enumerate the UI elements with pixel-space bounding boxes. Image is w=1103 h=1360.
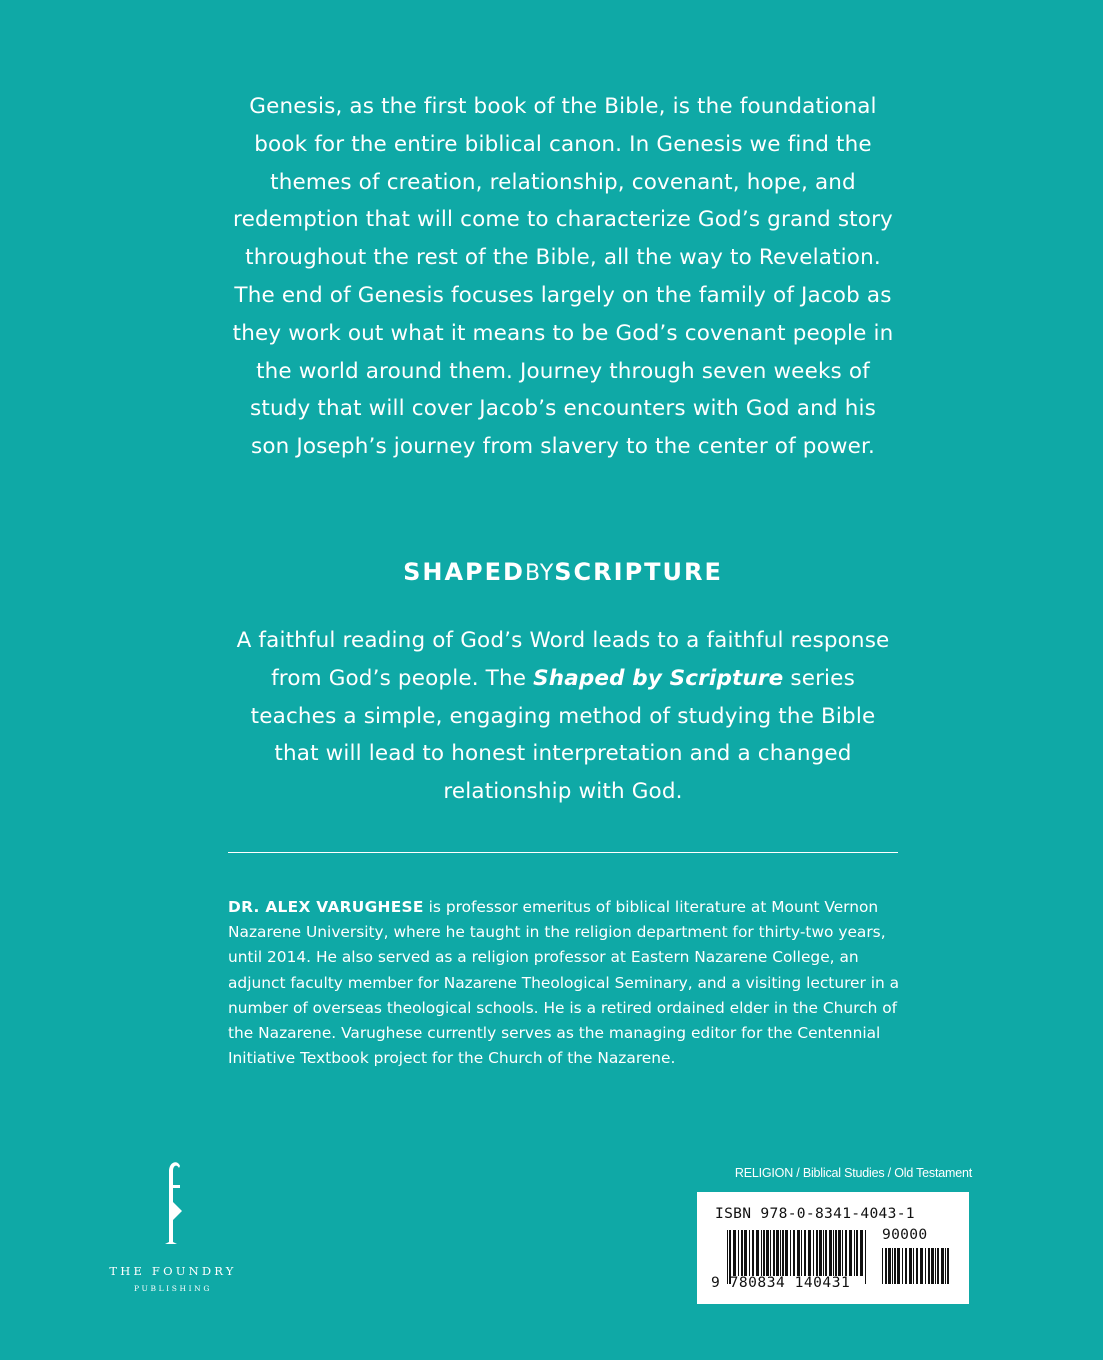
series-title-shaped: SHAPED <box>403 558 525 586</box>
publisher-subtitle: PUBLISHING <box>134 1284 212 1293</box>
author-bio-text: is professor emeritus of biblical literature at Mount Vernon Nazarene University, where he taught in the religion department for thirty-two years, until 2014. He also served as a religion professor at Eastern Nazarene College, an adjunct faculty member for Nazarene Theological Seminary, and a visiting lecturer in a number of overseas theological schools. He is a retired ordained elder in the Church of the Nazarene. Varughese currently serves as the managing editor for the Centennial Initiative Textbook project for the Church of the Nazarene. <box>228 898 900 1068</box>
barcode-number: 9 780834 140431 <box>711 1274 851 1291</box>
divider-line <box>228 852 898 853</box>
series-name-italic: Shaped by Scripture <box>533 665 784 691</box>
author-name: DR. ALEX VARUGHESE <box>228 898 424 916</box>
isbn-text: ISBN 978-0-8341-4043-1 <box>715 1205 915 1222</box>
series-description <box>228 622 898 811</box>
series-title <box>228 555 898 591</box>
series-title-by: BY <box>524 561 555 586</box>
author-bio <box>228 895 903 1071</box>
book-description: Genesis, as the first book of the Bible, is the foundational book for the entire biblical canon. In Genesis we find the themes of creation, relationship, covenant, hope, and redemption that will come to characterize God’s grand story throughout the rest of the Bible, all the way to Revelation. The end of Genesis focuses largely on the family of Jacob as they work out what it means to be God’s covenant people in the world around them. Journey through seven weeks of study that will cover Jacob’s encounters with God and his son Joseph’s journey from slavery to the center of power. <box>232 94 894 460</box>
publisher-logo <box>88 1158 258 1293</box>
foundry-f-logo-icon <box>158 1158 188 1250</box>
series-title-scripture: SCRIPTURE <box>554 558 723 586</box>
isbn-barcode <box>697 1192 969 1304</box>
publisher-name: THE FOUNDRY <box>109 1264 237 1278</box>
series-desc-text-2: series teaches a simple, engaging method of studying the Bible that will lead to honest interpretation and a changed relationship with God. <box>250 665 876 805</box>
bisac-category: RELIGION / Biblical Studies / Old Testament <box>734 1166 972 1180</box>
barcode-price-code: 90000 <box>882 1226 928 1243</box>
series-desc-text-1: A faithful reading of God’s Word leads to a faithful response from God’s people. The <box>236 628 890 691</box>
